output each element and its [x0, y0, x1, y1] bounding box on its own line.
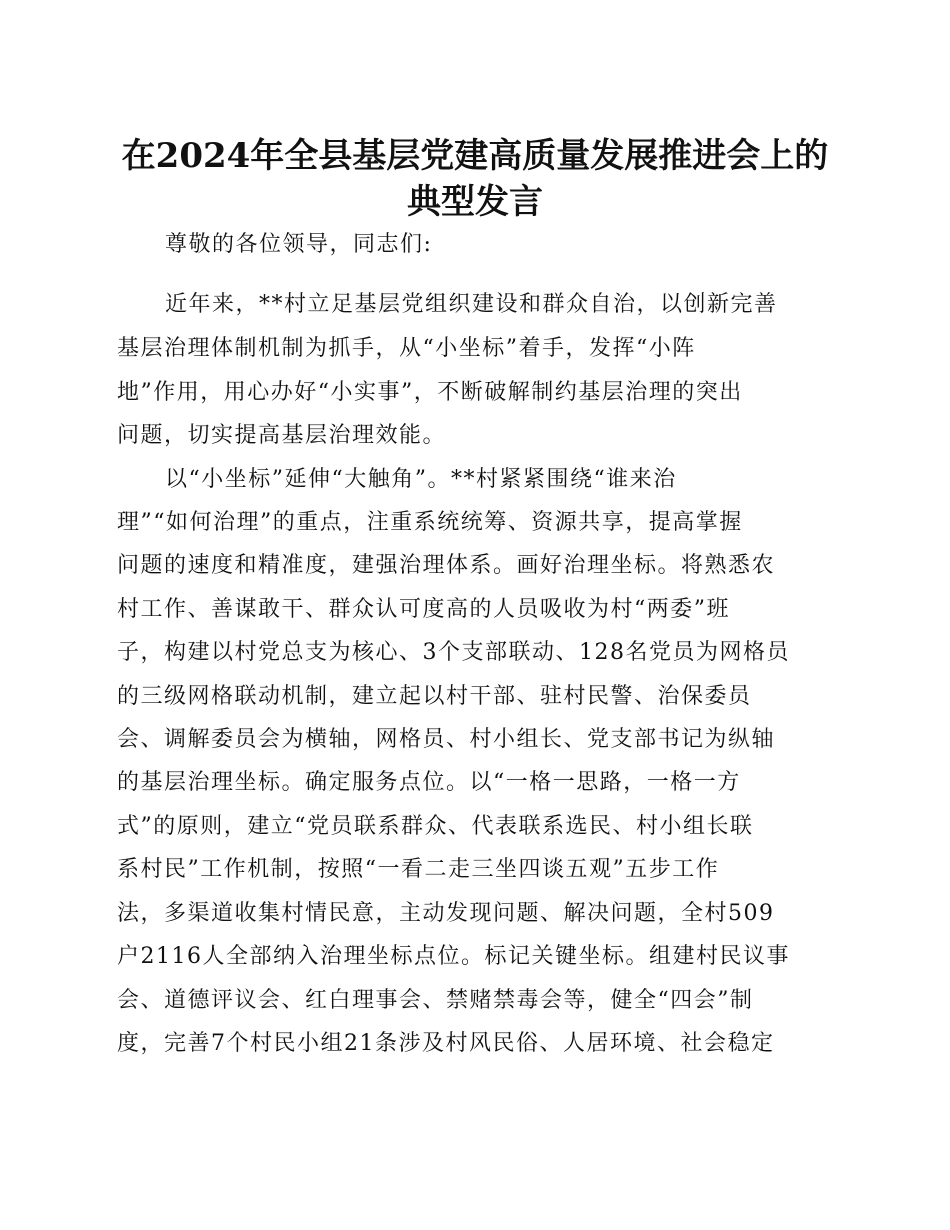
text-line: 以“小坐标”延伸“大触角”。**村紧紧围绕“谁来治: [165, 467, 677, 492]
text-line: 法，多渠道收集村情民意，主动发现问题、解决问题，全村509: [117, 901, 775, 926]
text-line: 尊敬的各位领导，同志们:: [165, 232, 433, 257]
text-line: 子，构建以村党总支为核心、3个支部联动、128名党员为网格员: [117, 640, 790, 665]
text-line: 会、调解委员会为横轴，网格员、村小组长、党支部书记为纵轴: [117, 727, 776, 752]
text-line: 的三级网格联动机制，建立起以村干部、驻村民警、治保委员: [117, 684, 752, 709]
text-line: 系村民”工作机制，按照“一看二走三坐四谈五观”五步工作: [117, 857, 720, 882]
text-line: 理”“如何治理”的重点，注重系统统筹、资源共享，提高掌握: [117, 510, 743, 535]
text-line: 问题的速度和精准度，建强治理体系。画好治理坐标。将熟悉农: [117, 553, 776, 578]
text-line: 会、道德评议会、红白理事会、禁赌禁毒会等，健全“四会”制: [117, 988, 754, 1013]
text-line: 的基层治理坐标。确定服务点位。以“一格一思路，一格一方: [117, 770, 741, 795]
text-line: 度，完善7个村民小组21条涉及村风民俗、人居环境、社会稳定: [117, 1031, 775, 1056]
text-line: 户2116人全部纳入治理坐标点位。标记关键坐标。组建村民议事: [117, 944, 790, 969]
text-line: 问题，切实提高基层治理效能。: [117, 423, 447, 448]
text-line: 地”作用，用心办好“小实事”，不断破解制约基层治理的突出: [117, 380, 743, 405]
text-line: 近年来，**村立足基层党组织建设和群众自治，以创新完善: [165, 292, 778, 317]
text-line: 式”的原则，建立“党员联系群众、代表联系选民、村小组长联: [117, 814, 754, 839]
title-line-2: 典型发言: [407, 182, 543, 222]
document-title: [100, 133, 850, 225]
text-line: 村工作、善谋敢干、群众认可度高的人员吸收为村“两委”班: [117, 597, 730, 622]
title-line-1: 在2024年全县基层党建高质量发展推进会上的: [121, 136, 829, 176]
text-line: 基层治理体制机制为抓手，从“小坐标”着手，发挥“小阵: [117, 336, 696, 361]
